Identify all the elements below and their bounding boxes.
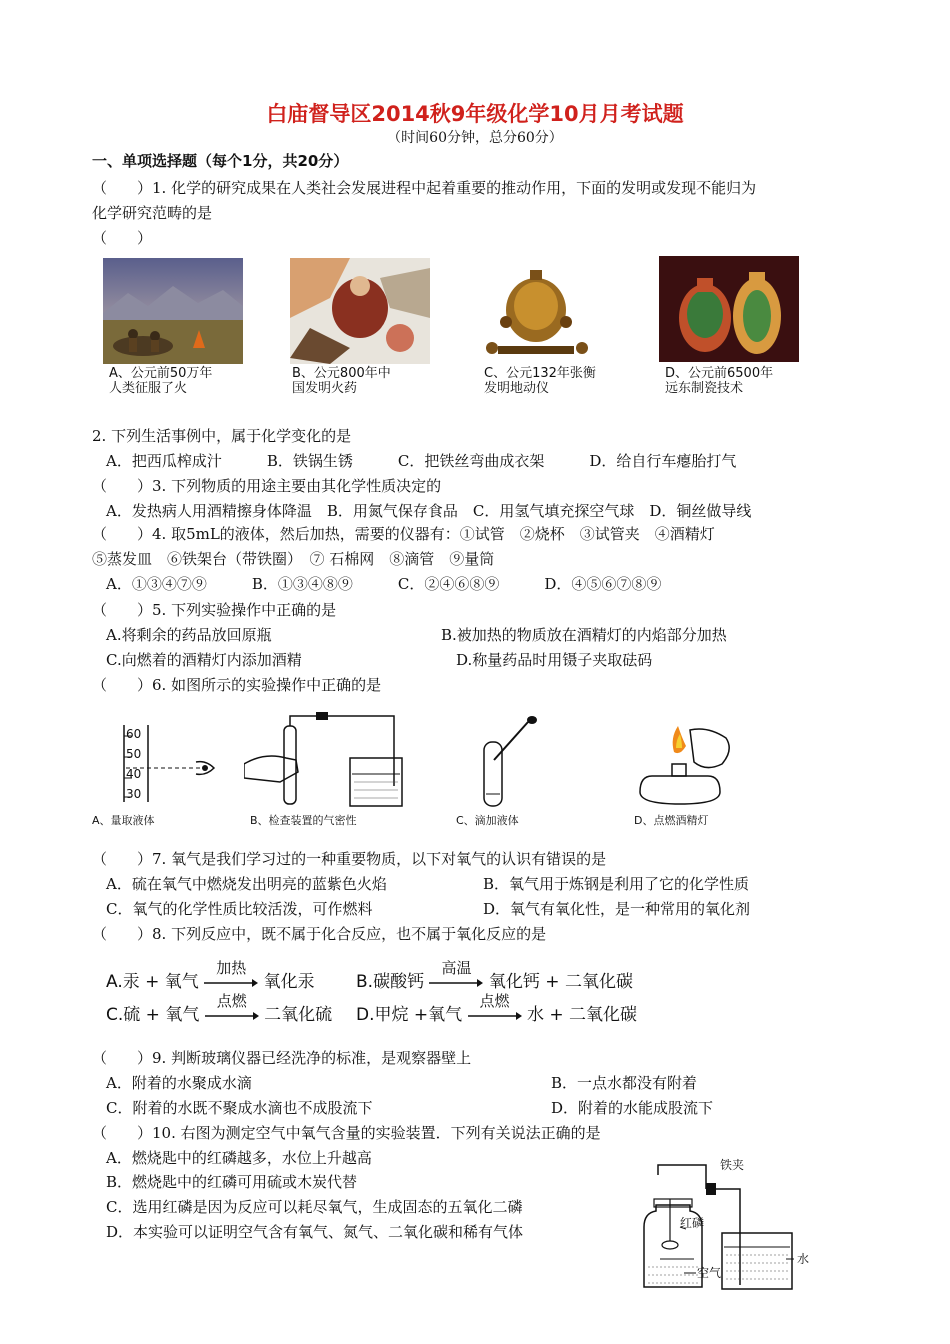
q6-figure-dropper xyxy=(470,714,550,814)
q2-options: A．把西瓜榨成汁 B．铁锅生锈 C．把铁丝弯曲成衣架 D．给自行车瘪胎打气 xyxy=(106,452,737,470)
q8-equation-c: C.硫 + 氧气 点燃 二氧化硫 xyxy=(106,992,333,1025)
q4-stem: （ ）4. 取5mL的液体，然后加热，需要的仪器有：①试管 ②烧杯 ③试管夹 ④酒精灯 xyxy=(92,525,715,543)
q9-option-a: A．附着的水聚成水滴 xyxy=(106,1074,252,1092)
q5-option-d: D.称量药品时用镊子夹取砝码 xyxy=(456,651,653,669)
q7-option-d: D．氧气有氧化性，是一种常用的氧化剂 xyxy=(483,900,751,918)
q10-label-phosphorus: 红磷 xyxy=(680,1216,705,1230)
q6-caption-c: C、滴加液体 xyxy=(456,814,519,827)
q3-stem: （ ）3. 下列物质的用途主要由其化学性质决定的 xyxy=(92,477,442,495)
q4-line2: ⑤蒸发皿 ⑥铁架台（带铁圈） ⑦ 石棉网 ⑧滴管 ⑨量筒 xyxy=(92,550,495,568)
q8-equation-d: D.甲烷 +氧气 点燃 水 + 二氧化碳 xyxy=(356,992,638,1025)
q7-option-b: B．氧气用于炼钢是利用了它的化学性质 xyxy=(483,875,750,893)
exam-title: 白庙督导区2014秋9年级化学10月月考试题 xyxy=(266,102,684,126)
q10-option-a: A．燃烧匙中的红磷越多，水位上升越高 xyxy=(106,1149,372,1167)
q6-caption-d: D、点燃酒精灯 xyxy=(634,814,709,827)
q9-option-b: B．一点水都没有附着 xyxy=(551,1074,698,1092)
q7-option-a: A．硫在氧气中燃烧发出明亮的蓝紫色火焰 xyxy=(106,875,387,893)
q5-option-c: C.向燃着的酒精灯内添加酒精 xyxy=(106,651,302,669)
q10-label-air: 空气 xyxy=(697,1266,722,1280)
q6-caption-b: B、检查装置的气密性 xyxy=(250,814,357,827)
q9-option-c: C．附着的水既不聚成水滴也不成股流下 xyxy=(106,1099,373,1117)
q1-image-seismograph xyxy=(478,262,598,362)
q2-stem: 2. 下列生活事例中，属于化学变化的是 xyxy=(92,427,352,445)
q6-stem: （ ）6. 如图所示的实验操作中正确的是 xyxy=(92,676,382,694)
q1-stem-line1: （ ）1. 化学的研究成果在人类社会发展进程中起着重要的推动作用，下面的发明或发现不能归为 xyxy=(92,179,757,197)
exam-subtitle: （时间60分钟，总分60分） xyxy=(387,130,563,146)
q6-figure-airtight-check xyxy=(244,712,404,816)
q1-stem-line3: （ ） xyxy=(92,229,153,247)
q1-caption-c: C、公元132年张衡 发明地动仪 xyxy=(484,366,596,396)
q8-equation-a: A.汞 + 氧气 加热 氧化汞 xyxy=(106,959,315,992)
q1-stem-line2: 化学研究范畴的是 xyxy=(92,204,213,222)
q8-equation-b: B.碳酸钙 高温 氧化钙 + 二氧化碳 xyxy=(356,959,633,992)
q7-stem: （ ）7. 氧气是我们学习过的一种重要物质，以下对氧气的认识有错误的是 xyxy=(92,850,607,868)
q9-stem: （ ）9. 判断玻璃仪器已经洗净的标准，是观察器壁上 xyxy=(92,1049,472,1067)
q5-option-a: A.将剩余的药品放回原瓶 xyxy=(106,626,272,644)
q4-options: A．①③④⑦⑨ B．①③④⑧⑨ C．②④⑥⑧⑨ D．④⑤⑥⑦⑧⑨ xyxy=(106,575,662,593)
q10-label-water: 水 xyxy=(797,1252,810,1266)
q8-stem: （ ）8. 下列反应中，既不属于化合反应，也不属于氧化反应的是 xyxy=(92,925,547,943)
q1-caption-d: D、公元前6500年 远东制瓷技术 xyxy=(665,366,774,396)
q9-option-d: D．附着的水能成股流下 xyxy=(551,1099,714,1117)
section-heading: 一、单项选择题（每个1分，共20分） xyxy=(92,152,349,170)
q5-option-b: B.被加热的物质放在酒精灯的内焰部分加热 xyxy=(441,626,727,644)
q10-option-c: C．选用红磷是因为反应可以耗尽氧气，生成固态的五氧化二磷 xyxy=(106,1198,523,1216)
q1-image-fire xyxy=(103,258,243,364)
q3-options: A．发热病人用酒精擦身体降温 B．用氮气保存食品 C．用氢气填充探空气球 D．铜丝做导线 xyxy=(106,502,752,520)
q6-scale-labels: 60 50 40 30 xyxy=(126,727,142,801)
q6-figure-alcohol-lamp xyxy=(630,716,740,816)
q1-caption-a: A、公元前50万年 人类征服了火 xyxy=(109,366,213,396)
q7-option-c: C．氧气的化学性质比较活泼，可作燃料 xyxy=(106,900,373,918)
q1-image-gunpowder xyxy=(290,258,430,364)
q6-figure-graduated-cylinder xyxy=(104,720,224,814)
q10-stem: （ ）10. 右图为测定空气中氧气含量的实验装置．下列有关说法正确的是 xyxy=(92,1124,601,1142)
q1-image-porcelain xyxy=(659,256,799,362)
q5-stem: （ ）5. 下列实验操作中正确的是 xyxy=(92,601,337,619)
q10-option-b: B．燃烧匙中的红磷可用硫或木炭代替 xyxy=(106,1173,358,1191)
q10-label-clamp: 铁夹 xyxy=(720,1158,745,1172)
q10-option-d: D．本实验可以证明空气含有氧气、氮气、二氧化碳和稀有气体 xyxy=(106,1223,524,1241)
q6-caption-a: A、量取液体 xyxy=(92,814,155,827)
q1-caption-b: B、公元800年中 国发明火药 xyxy=(292,366,391,396)
